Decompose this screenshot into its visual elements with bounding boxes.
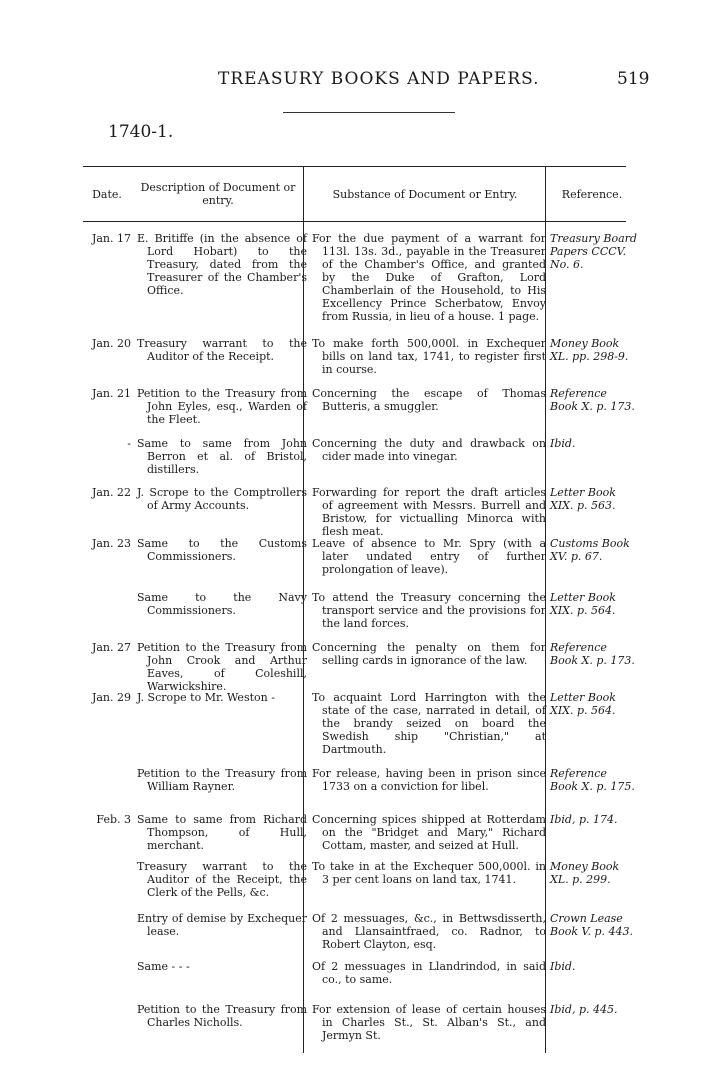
row-description: Same to the Navy Commissioners. xyxy=(137,591,307,617)
row-description: Same - - - xyxy=(137,960,190,973)
col-date: Date. xyxy=(92,187,122,201)
row-reference: Money Book XL. pp. 298-9. xyxy=(550,337,629,363)
row-description: J. Scrope to the Comptrollers of Army Accounts. xyxy=(137,486,307,512)
row-substance: For the due payment of a warrant for 113l. 13s. 3d., payable in the Treasurer of the Chamber's Office, and granted by the Duke of Grafton, Lord Chamberlain of the Household, to His Excellency Prince Scherbatow, Envoy from Russia, in lieu of a house. 1 page. xyxy=(312,232,546,323)
records-table xyxy=(83,166,637,1053)
row-substance: Concerning spices shipped at Rotterdam on the "Bridget and Mary," Richard Cottam, master, and seized at Hull. xyxy=(312,813,546,852)
running-title: TREASURY BOOKS AND PAPERS. xyxy=(218,69,540,89)
row-reference: Money Book XL. p. 299. xyxy=(550,860,620,886)
column-divider xyxy=(545,166,546,1053)
col-substance: Substance of Document or Entry. xyxy=(332,187,518,201)
row-reference: Ibid, p. 174. xyxy=(550,813,618,826)
page-number: 519 xyxy=(617,69,650,89)
row-description: E. Britiffe (in the absence of Lord Hobart) to the Treasury, dated from the Treasurer of the Chamber's Office. xyxy=(137,232,307,297)
row-description: Treasury warrant to the Auditor of the Receipt. xyxy=(137,337,307,363)
col-description: Description of Document or entry. xyxy=(140,181,296,207)
row-substance: Of 2 messuages, &c., in Bettwsdisserth, and Llansaintfraed, co. Radnor, to Robert Clayton, esq. xyxy=(312,912,546,951)
row-reference: Letter Book XIX. p. 564. xyxy=(550,691,616,717)
row-date: Jan. 20 xyxy=(91,337,131,350)
page-header xyxy=(0,66,721,96)
row-reference: Treasury Board Papers CCCV. No. 6. xyxy=(550,232,637,271)
row-description: Petition to the Treasury from William Rayner. xyxy=(137,767,307,793)
row-substance: To attend the Treasury concerning the transport service and the provisions for the land forces. xyxy=(312,591,546,630)
header-rule xyxy=(283,112,455,113)
row-reference: Letter Book XIX. p. 564. xyxy=(550,591,616,617)
row-description: Same to same from Richard Thompson, of Hull, merchant. xyxy=(137,813,307,852)
year-heading: 1740-1. xyxy=(108,122,174,142)
row-description: Petition to the Treasury from Charles Nicholls. xyxy=(137,1003,307,1029)
row-date: Jan. 27 xyxy=(91,641,131,654)
row-date: Jan. 22 xyxy=(91,486,131,499)
row-substance: To make forth 500,000l. in Exchequer bills on land tax, 1741, to register first in course. xyxy=(312,337,546,376)
row-substance: Leave of absence to Mr. Spry (with a later undated entry of further prolongation of leave). xyxy=(312,537,546,576)
row-reference: Crown Lease Book V. p. 443. xyxy=(550,912,634,938)
row-substance: To take in at the Exchequer 500,000l. in 3 per cent loans on land tax, 1741. xyxy=(312,860,546,886)
row-date: Jan. 23 xyxy=(91,537,131,550)
row-date: Jan. 21 xyxy=(91,387,131,400)
row-reference: Ibid, p. 445. xyxy=(550,1003,618,1016)
row-date: Jan. 17 xyxy=(91,232,131,245)
row-substance: Concerning the escape of Thomas Butteris, a smuggler. xyxy=(312,387,546,413)
row-substance: Concerning the duty and drawback on cider made into vinegar. xyxy=(312,437,546,463)
row-date: Feb. 3 xyxy=(96,813,131,826)
row-date: - xyxy=(127,437,131,450)
row-reference: Ibid. xyxy=(550,437,576,450)
row-date: Jan. 29 xyxy=(91,691,131,704)
row-substance: For release, having been in prison since 1733 on a conviction for libel. xyxy=(312,767,546,793)
row-substance: To acquaint Lord Harrington with the state of the case, narrated in detail, of the brandy seized on board the Swedish ship "Christian," at Dartmouth. xyxy=(312,691,546,756)
row-reference: Customs Book XV. p. 67. xyxy=(550,537,630,563)
row-substance: Concerning the penalty on them for selling cards in ignorance of the law. xyxy=(312,641,546,667)
row-reference: Reference Book X. p. 173. xyxy=(550,387,635,413)
row-description: Treasury warrant to the Auditor of the Receipt, the Clerk of the Pells, &c. xyxy=(137,860,307,899)
row-description: Petition to the Treasury from John Crook and Arthur Eaves, of Coleshill, Warwickshire. xyxy=(137,641,307,693)
row-description: J. Scrope to Mr. Weston - xyxy=(137,691,275,704)
row-substance: Forwarding for report the draft articles of agreement with Messrs. Burrell and Bristow, for victualling Minorca with flesh meat. xyxy=(312,486,546,538)
row-description: Petition to the Treasury from John Eyles, esq., Warden of the Fleet. xyxy=(137,387,307,426)
row-description: Same to same from John Berron et al. of Bristol, distillers. xyxy=(137,437,307,476)
row-reference: Letter Book XIX. p. 563. xyxy=(550,486,616,512)
row-substance: For extension of lease of certain houses in Charles St., St. Alban's St., and Jermyn St. xyxy=(312,1003,546,1042)
row-description: Entry of demise by Exchequer lease. xyxy=(137,912,307,938)
row-reference: Reference Book X. p. 173. xyxy=(550,641,635,667)
column-divider xyxy=(303,166,304,1053)
row-description: Same to the Customs Commissioners. xyxy=(137,537,307,563)
row-reference: Ibid. xyxy=(550,960,576,973)
row-reference: Reference Book X. p. 175. xyxy=(550,767,635,793)
row-substance: Of 2 messuages in Llandrindod, in said co., to same. xyxy=(312,960,546,986)
col-reference: Reference. xyxy=(561,187,623,201)
